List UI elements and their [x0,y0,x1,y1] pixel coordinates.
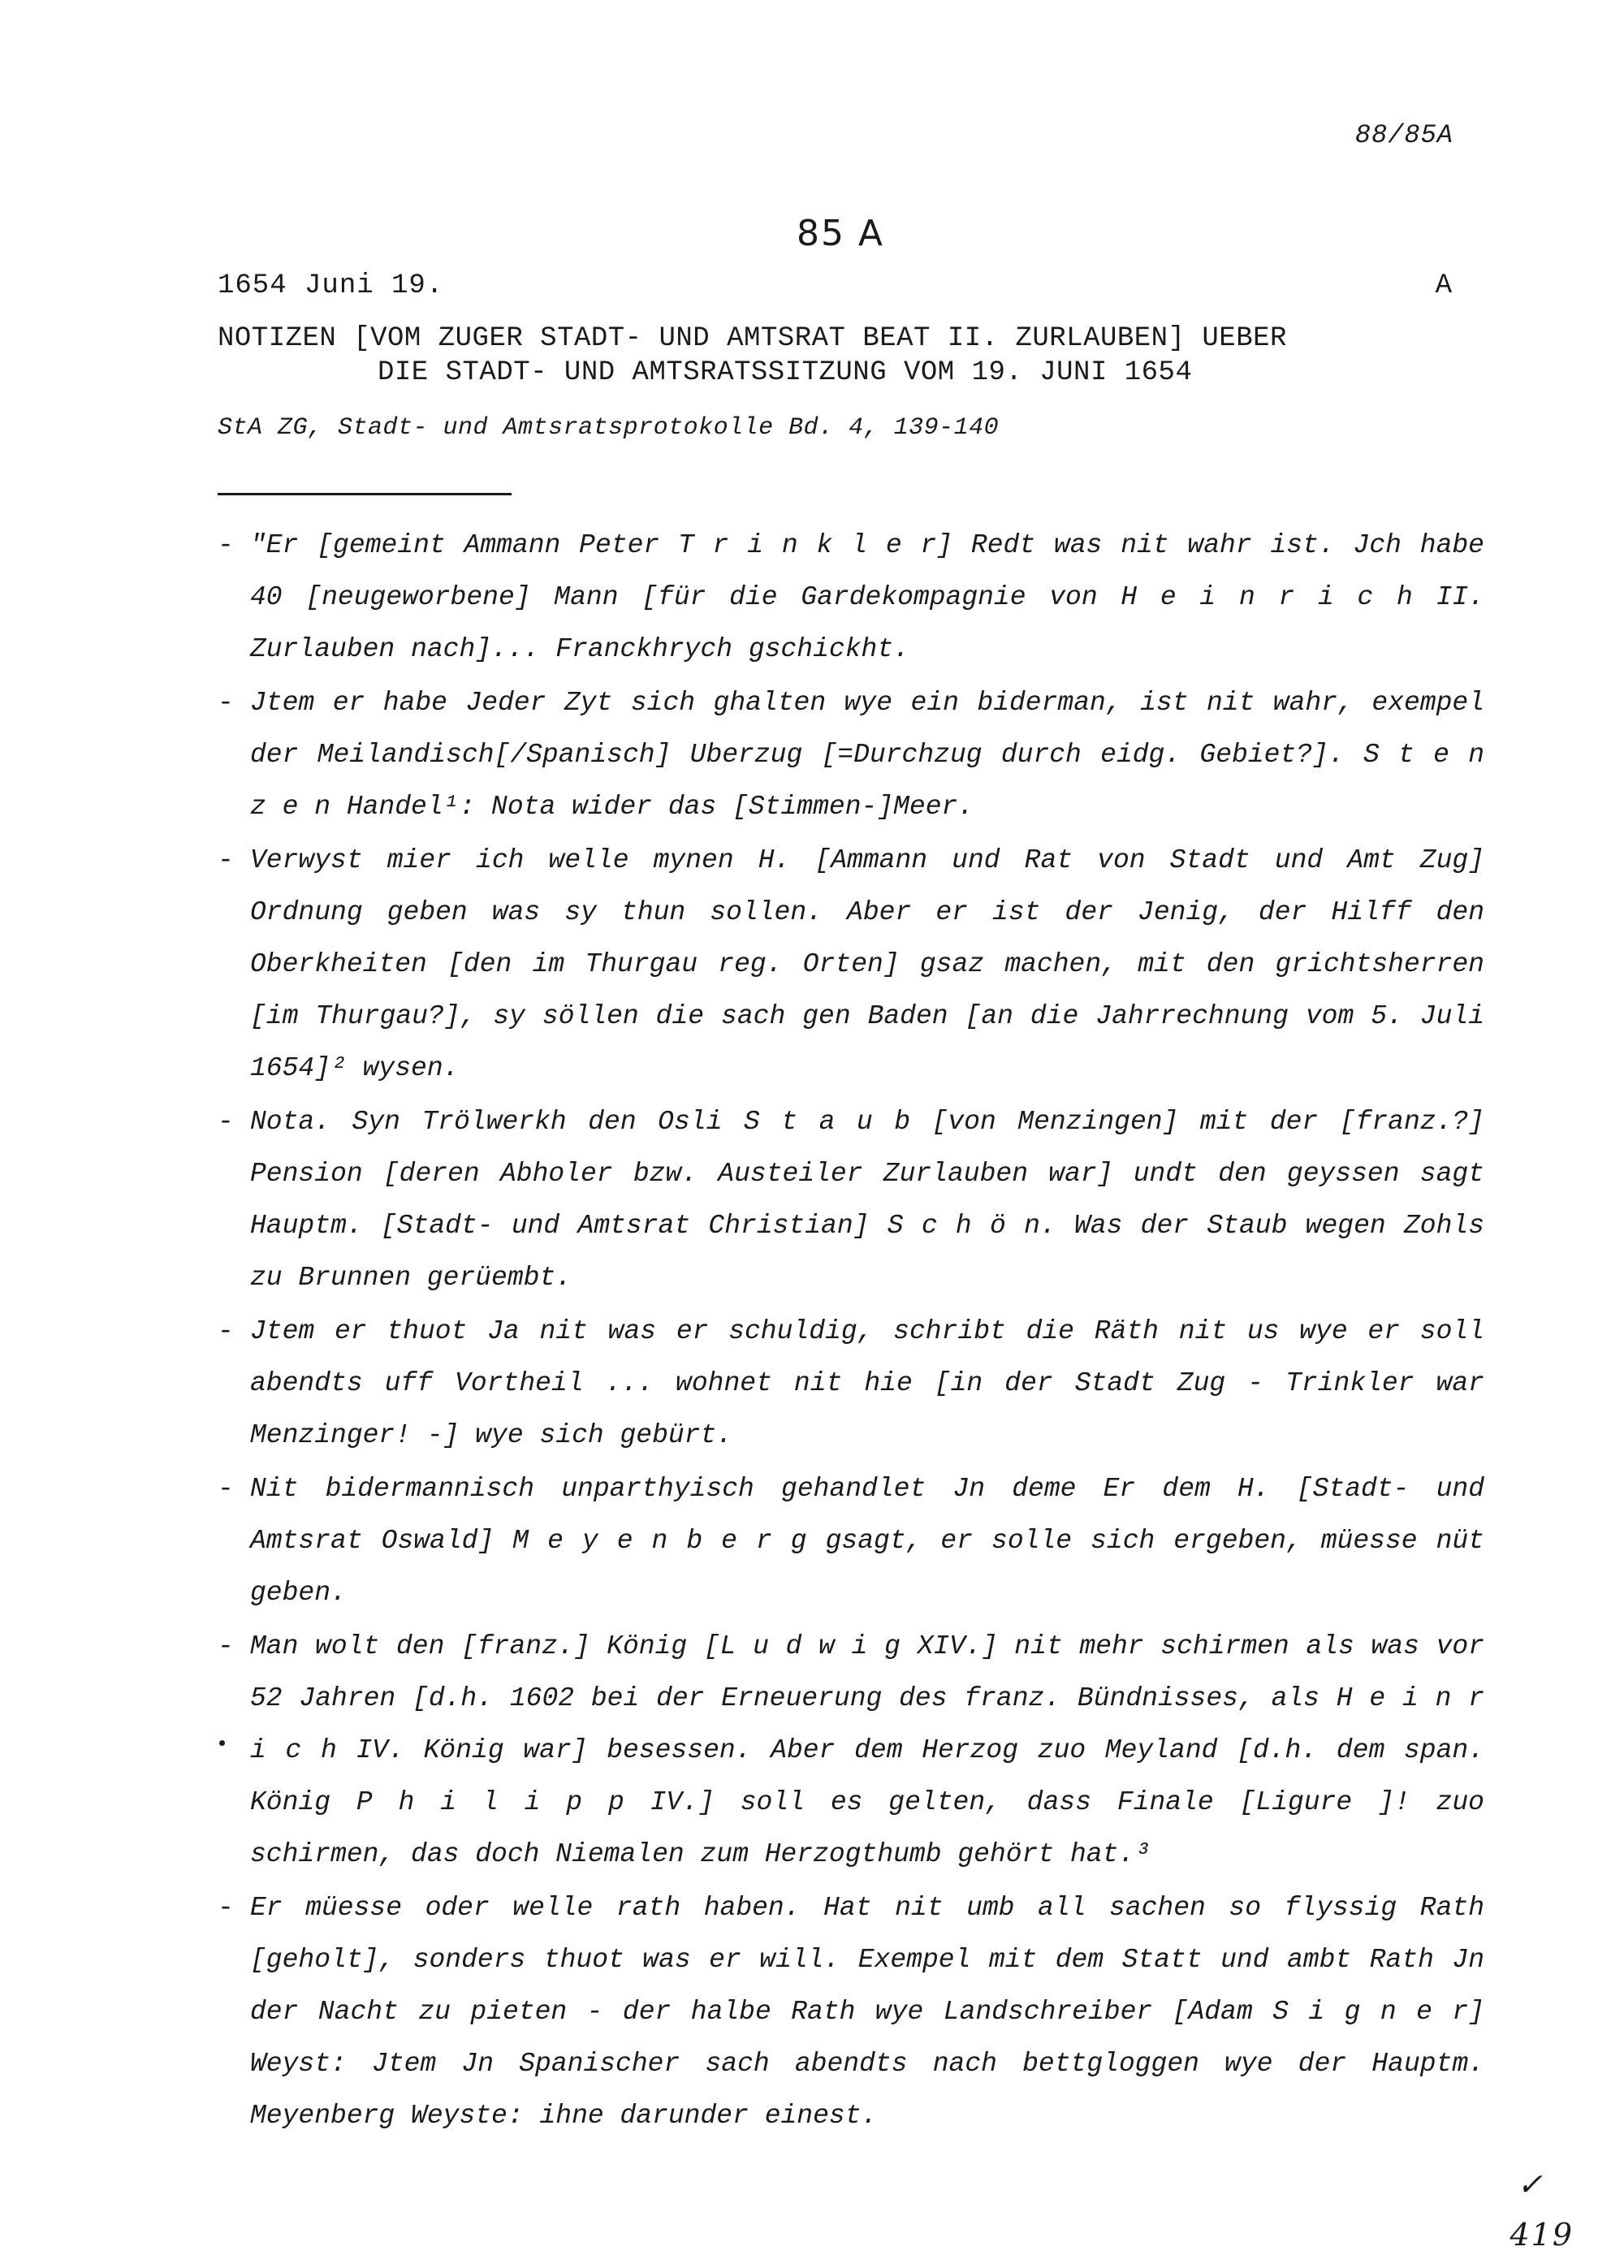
entry-text: Nit bidermannisch unparthyisch gehandlet Jn deme Er dem H. [Stadt- und Amtsrat Oswald] M e y e n b e r g gsagt, er solle sich ergeben, müesse nüt geben. [250,1474,1484,1608]
signature-mark: A [1435,270,1452,301]
entry-dash: - [218,1316,234,1346]
source-citation: StA ZG, Stadt- und Amtsratsprotokolle Bd. 4, 139-140 [218,414,1000,442]
handwritten-check-mark: ✓ [1517,2166,1543,2202]
document-date: 1654 Juni 19. [218,270,444,301]
entry-dash: - [218,1474,234,1504]
entry-dash: - [218,1107,234,1137]
entry-text: Er müesse oder welle rath haben. Hat nit umb all sachen so flyssig Rath [geholt], sonders thuot was er will. Exempel mit dem Statt und ambt Rath Jn der Nacht zu pieten - der halbe Rath wye Landschreiber [Adam S i g n e r] Weyst: Jtem Jn Spanischer sach abendts nach bettgloggen wye der Hauptm. Meyenberg Weyste: ihne darunder einest. [250,1893,1484,2131]
note-entry [218,1882,1484,2142]
note-entry [218,1463,1484,1619]
note-entry [218,1621,1484,1881]
page-reference: 88/85A [1354,120,1453,150]
entry-text: Jtem er habe Jeder Zyt sich ghalten wye ein biderman, ist nit wahr, exempel der Meilandisch[/Spanisch] Uberzug [=Durchzug durch eidg. Gebiet?]. S t e n z e n Handel¹: Nota wider das [Stimmen-]Meer. [250,688,1484,822]
note-entry [218,835,1484,1095]
document-title-line-1: NOTIZEN [VOM ZUGER STADT- UND AMTSRAT BEAT II. ZURLAUBEN] UEBER [218,323,1287,354]
note-entry [218,677,1484,833]
entry-dash: - [218,1893,234,1923]
entry-text: Man wolt den [franz.] König [L u d w i g XIV.] nit mehr schirmen als was vor 52 Jahren [d.h. 1602 bei der Erneuerung des franz. Bündnisses, als H e i n r i c h IV. König war] besessen. Aber dem Herzog zuo Meyland [d.h. dem span. König P h i l i p p IV.] soll es gelten, dass Finale [Ligure ]! zuo schirmen, das doch Niemalen zum Herzogthumb gehört hat.³ [250,1631,1484,1869]
handwritten-page-number: 419 [1510,2217,1574,2253]
note-entry [218,520,1484,676]
note-entry [218,1096,1484,1304]
document-title-line-2: DIE STADT- UND AMTSRATSSITZUNG VOM 19. JUNI 1654 [378,357,1193,388]
note-entry [218,1306,1484,1462]
entry-dash: - [218,1631,234,1661]
entry-dash: - [218,845,234,875]
entry-text: Jtem er thuot Ja nit was er schuldig, schribt die Räth nit us wye er soll abendts uff Vortheil ... wohnet nit hie [in der Stadt Zug - Trinkler war Menzinger! -] wye sich gebürt. [250,1316,1484,1450]
margin-dot [219,1740,225,1746]
entry-text: Nota. Syn Trölwerkh den Osli S t a u b [von Menzingen] mit der [franz.?] Pension [deren Abholer bzw. Austeiler Zurlauben war] undt den geyssen sagt Hauptm. [Stadt- und Amtsrat Christian] S c h ö n. Was der Staub wegen Zohls zu Brunnen gerüembt. [250,1107,1484,1293]
notes-body [218,520,1484,2144]
separator-rule [218,493,512,495]
entry-text: Verwyst mier ich welle mynen H. [Ammann und Rat von Stadt und Amt Zug] Ordnung geben was sy thun sollen. Aber er ist der Jenig, der Hilff den Oberkheiten [den im Thurgau reg. Orten] gsaz machen, mit den grichtsherren [im Thurgau?], sy söllen die sach gen Baden [an die Jahrrechnung vom 5. Juli 1654]² wysen. [250,845,1484,1083]
entry-dash: - [218,530,234,560]
document-number: 85 A [796,213,885,254]
entry-text: "Er [gemeint Ammann Peter T r i n k l e r] Redt was nit wahr ist. Jch habe 40 [neugeworbene] Mann [für die Gardekompagnie von H e i n r i c h II. Zurlauben nach]... Franckhrych gschickht. [250,530,1484,664]
entry-dash: - [218,688,234,718]
